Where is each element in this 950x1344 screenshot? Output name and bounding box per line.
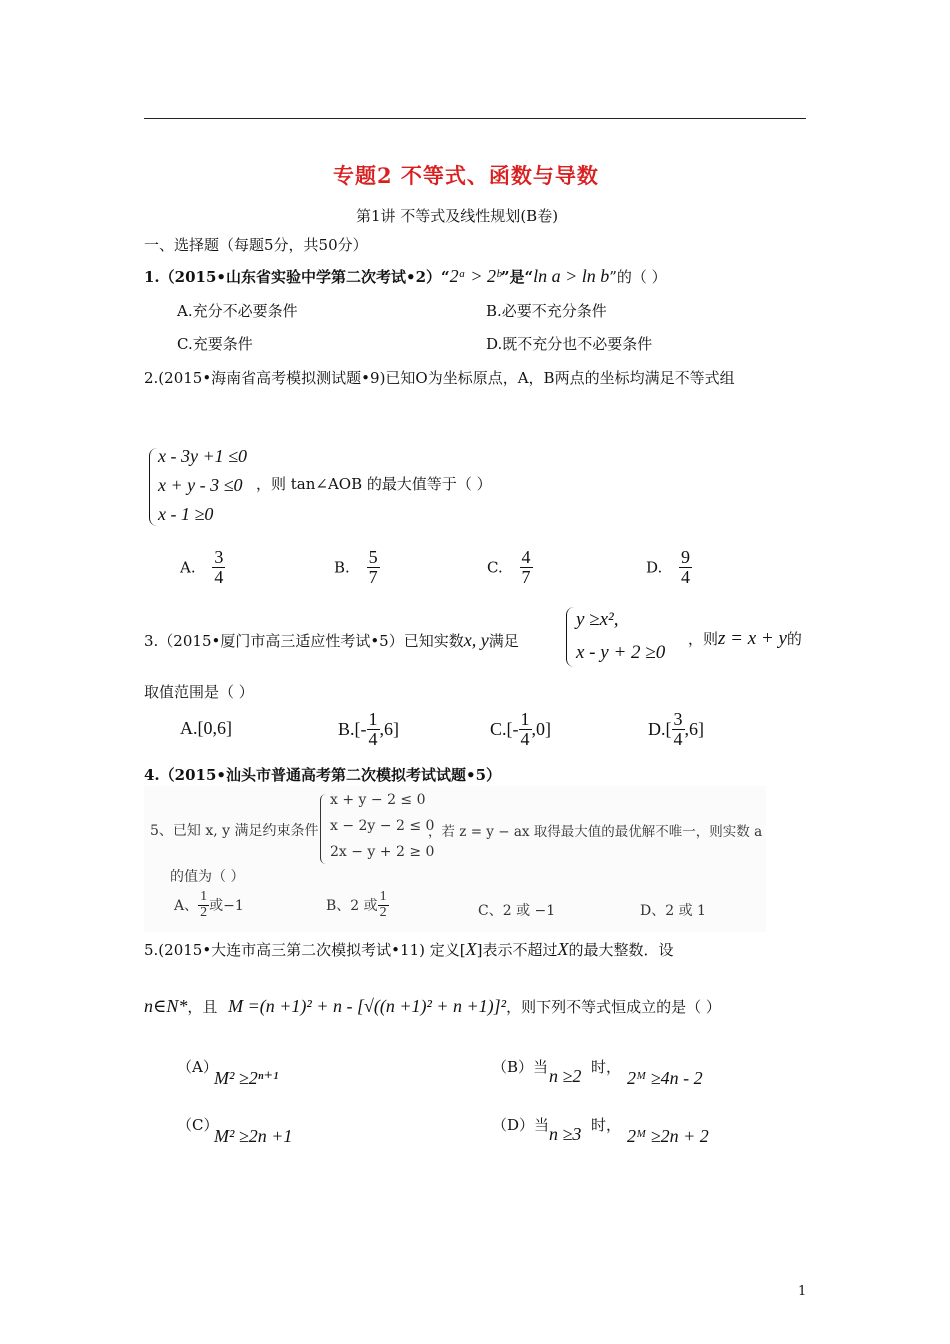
q1-option-c: C.充要条件 bbox=[177, 335, 253, 353]
q4-scanned-problem bbox=[144, 786, 766, 932]
section-heading: 一、选择题（每题5分，共50分） bbox=[144, 236, 368, 254]
q5-stem: 5.(2015•大连市高三第二次模拟考试•11) 定义[X]表示不超过X的最大整数．设 bbox=[144, 939, 674, 959]
q3-stem-end: ，则z = x + y的 bbox=[688, 628, 802, 649]
q5-option-c-label: （C） bbox=[177, 1116, 219, 1134]
page-title: 专题2 不等式、函数与导数 bbox=[333, 163, 599, 188]
q3-inequality-1: y ≥x², bbox=[576, 609, 619, 630]
q4-scan-constraint-3: 2x − y + 2 ≥ 0 bbox=[330, 844, 435, 860]
q4-stem: 4.（2015•汕头市普通高考第二次模拟考试试题•5） bbox=[144, 766, 502, 784]
q4-scan-option-a: A、 $\frac{1}{2}$ 或−1 bbox=[174, 889, 244, 920]
q1-stem: 1.（2015•山东省实验中学第二次考试•2）“2ᵃ > 2ᵇ”是“ln a > ln b”的（ ） bbox=[144, 266, 667, 286]
q5-option-c-expr: M² ≥2n +1 bbox=[214, 1126, 293, 1146]
q5-option-a-label: （A） bbox=[177, 1058, 218, 1076]
q1-option-d: D.既不充分也不必要条件 bbox=[486, 335, 653, 353]
q1-condition-exp: 2ᵃ > 2ᵇ bbox=[449, 266, 501, 286]
q2-inequality-2: x + y - 3 ≤0 bbox=[158, 475, 243, 495]
q2-option-b: B. $\frac{5}{7}$ bbox=[334, 547, 378, 587]
q5-option-d-condition: n ≥3 bbox=[549, 1124, 582, 1144]
q3-option-b: B.[- $\frac{1}{4}$ ,6] bbox=[338, 709, 399, 749]
q2-option-d: D. $\frac{9}{4}$ bbox=[646, 547, 691, 587]
lecture-subtitle: 第1讲 不等式及线性规划(B卷) bbox=[356, 207, 559, 225]
q2-option-c: C. $\frac{4}{7}$ bbox=[487, 547, 531, 587]
q3-inequality-2: x - y + 2 ≥0 bbox=[576, 642, 666, 663]
q5-n-in-N: n∈N* bbox=[144, 996, 188, 1016]
q2-option-a: A. $\frac{3}{4}$ bbox=[180, 547, 224, 587]
q4-scan-brace bbox=[320, 794, 328, 864]
q1-option-a: A.充分不必要条件 bbox=[177, 302, 298, 320]
q4-scan-constraint-2: x − 2y − 2 ≤ 0 bbox=[330, 818, 435, 834]
header-rule bbox=[144, 118, 806, 119]
q5-option-d-label: （D）当 bbox=[492, 1116, 550, 1134]
q2-system-brace bbox=[149, 448, 158, 526]
q4-scan-option-d: D、2 或 1 bbox=[640, 903, 706, 919]
q5-option-b-when: 时， bbox=[591, 1058, 622, 1076]
q5-option-d-when: 时， bbox=[591, 1116, 622, 1134]
q3-option-c: C.[- $\frac{1}{4}$ ,0] bbox=[490, 709, 551, 749]
q5-M-definition: M =(n +1)² + n - [√((n +1)² + n +1)]² bbox=[228, 996, 507, 1016]
q4-scan-option-b: B、2 或 $\frac{1}{2}$ bbox=[326, 889, 387, 920]
q3-stem-line2: 取值范围是（ ） bbox=[144, 683, 254, 701]
q1-condition-ln: ln a > ln b bbox=[533, 266, 610, 286]
q3-option-a: A.[0,6] bbox=[180, 718, 232, 738]
page-number: 1 bbox=[798, 1284, 807, 1299]
q5-option-b-label: （B）当 bbox=[492, 1058, 549, 1076]
q3-stem-start: 3.（2015•厦门市高三适应性考试•5）已知实数x, y满足 bbox=[144, 630, 519, 650]
q5-option-d-expr: 2ᴹ ≥2n + 2 bbox=[627, 1126, 709, 1146]
q4-scan-prefix: 5、已知 x, y 满足约束条件 bbox=[150, 823, 319, 839]
q5-option-b-expr: 2ᴹ ≥4n - 2 bbox=[627, 1068, 703, 1088]
q4-scan-option-c: C、2 或 −1 bbox=[478, 903, 556, 919]
q1-option-b: B.必要不充分条件 bbox=[486, 302, 607, 320]
q3-system-brace bbox=[566, 607, 575, 667]
q2-inequality-3: x - 1 ≥0 bbox=[158, 504, 214, 524]
q2-inequality-1: x - 3y +1 ≤0 bbox=[158, 446, 247, 466]
q4-scan-constraint-1: x + y − 2 ≤ 0 bbox=[330, 792, 426, 808]
q3-option-d: D.[ $\frac{3}{4}$ ,6] bbox=[648, 709, 704, 749]
q5-option-a-expr: M² ≥2ⁿ⁺¹ bbox=[214, 1068, 279, 1088]
q4-scan-suffix: ，若 z = y − ax 取得最大值的最优解不唯一，则实数 a bbox=[428, 824, 763, 840]
q2-stem: 2.(2015•海南省高考模拟测试题•9)已知O为坐标原点，A，B两点的坐标均满足不等式组 bbox=[144, 369, 735, 387]
q5-stem-line2: n∈N*，且 M =(n +1)² + n - [√((n +1)² + n +1)]²，则下列不等式恒成立的是（ ） bbox=[144, 996, 721, 1016]
q4-scan-line2: 的值为（ ） bbox=[170, 869, 245, 885]
q2-question: ，则 tan∠AOB 的最大值等于（ ） bbox=[256, 475, 492, 493]
q5-option-b-condition: n ≥2 bbox=[549, 1066, 582, 1086]
